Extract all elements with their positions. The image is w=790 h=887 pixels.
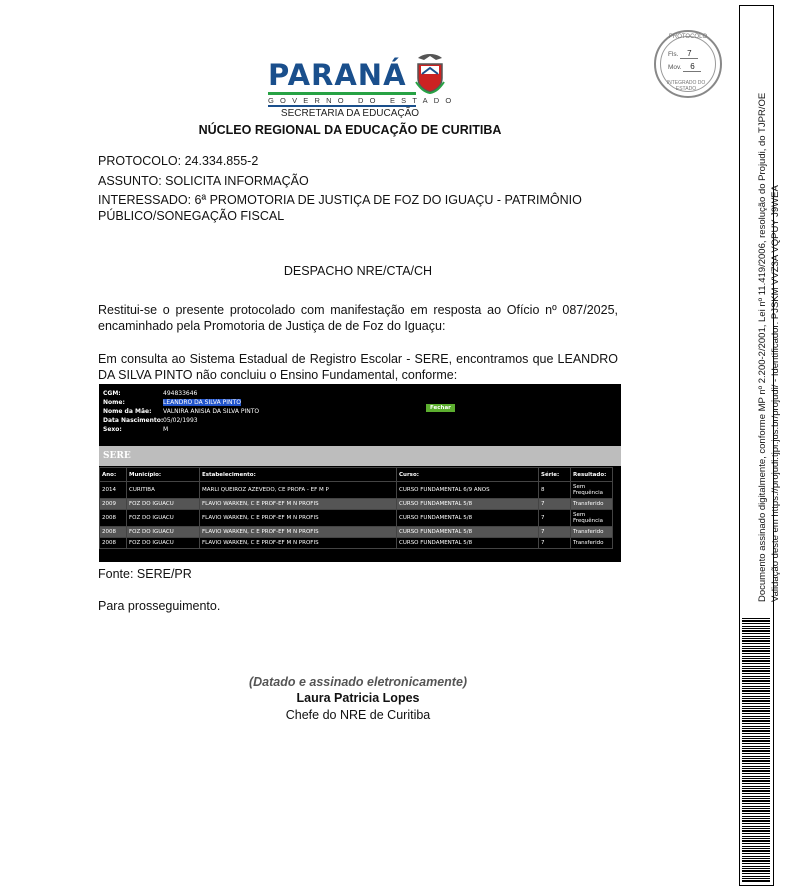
sere-mae-row: Nome da Mãe: VALNIRA ANISIA DA SILVA PINTO [103, 408, 260, 415]
parana-crest-icon [412, 52, 448, 94]
stamp-top-text: PROTOCOLO [668, 34, 708, 40]
col-municipio: Município: [127, 468, 200, 482]
table-row: 2014 CURITIBA MARLI QUEIROZ AZEVEDO, CE PROFA - EF M P CURSO FUNDAMENTAL 6/9 ANOS 8 Sem Frequência [100, 482, 613, 499]
signature-validation-text [756, 2, 782, 602]
fonte-line: Fonte: SERE/PR [98, 567, 192, 581]
secretaria-label: SECRETARIA DA EDUCAÇÃO [280, 108, 420, 119]
stamp-fls-value: 7 [680, 49, 698, 59]
col-serie: Série: [539, 468, 571, 482]
stamp-mov-label: Mov. [668, 64, 682, 71]
sere-mae: VALNIRA ANISIA DA SILVA PINTO [163, 408, 260, 415]
table-row: 2008 FOZ DO IGUACU FLAVIO WARKEN, C E PROF-EF M N PROFIS CURSO FUNDAMENTAL 5/8 7 Transferido [100, 527, 613, 538]
assunto-line: ASSUNTO: SOLICITA INFORMAÇÃO [98, 174, 309, 188]
table-row: 2009 FOZ DO IGUACU FLAVIO WARKEN, C E PROF-EF M N PROFIS CURSO FUNDAMENTAL 5/8 7 Transferido [100, 499, 613, 510]
sere-screenshot [99, 384, 621, 562]
signer-role: Chefe do NRE de Curitiba [285, 708, 431, 722]
sere-title-band [99, 446, 621, 466]
sere-title: SERE [103, 451, 131, 461]
sere-cgm-row: CGM: 494833646 [103, 390, 198, 397]
interessado-line-2: PÚBLICO/SONEGAÇÃO FISCAL [98, 209, 285, 223]
paragraph-consulta: Em consulta ao Sistema Estadual de Registro Escolar - SERE, encontramos que LEANDRO DA SILVA PINTO não concluiu o Ensino Fundamental, conforme: [98, 352, 618, 382]
col-ano: Ano: [100, 468, 127, 482]
stamp-bottom-text: INTEGRADO DO ESTADO [666, 80, 706, 92]
paragraph-restitui: Restitui-se o presente protocolado com manifestação em resposta ao Ofício nº 087/2025, encaminhado pela Promotoria de Justiça de de Foz do Iguaçu: [98, 303, 618, 333]
table-row: 2008 FOZ DO IGUACU FLAVIO WARKEN, C E PROF-EF M N PROFIS CURSO FUNDAMENTAL 5/8 7 Sem Frequência [100, 510, 613, 527]
table-row: 2008 FOZ DO IGUACU FLAVIO WARKEN, C E PROF-EF M N PROFIS CURSO FUNDAMENTAL 5/8 7 Transferido [100, 538, 613, 549]
nucleo-title: NÚCLEO REGIONAL DA EDUCAÇÃO DE CURITIBA [198, 123, 502, 137]
sere-sexo-row: Sexo: M [103, 426, 169, 433]
sere-history-table [99, 467, 613, 549]
despacho-title: DESPACHO NRE/CTA/CH [283, 264, 433, 278]
sere-sexo: M [163, 426, 169, 433]
interessado-line-1: INTERESSADO: 6ª PROMOTORIA DE JUSTIÇA DE FOZ DO IGUAÇU - PATRIMÔNIO [98, 193, 582, 207]
stamp-mov-value: 6 [683, 62, 701, 72]
barcode-icon [742, 618, 770, 882]
logo-green-line [268, 92, 416, 95]
sere-nome-row: Nome: LEANDRO DA SILVA PINTO [103, 399, 241, 406]
sere-cgm: 494833646 [163, 390, 198, 397]
signature-line-1: Documento assinado digitalmente, conforme MP nº 2.200-2/2001, Lei nº 11.419/2006, resolução do Projudi, do TJPR/OE [757, 92, 768, 602]
stamp-fls-label: Fls. [668, 51, 679, 58]
sere-table-header [100, 468, 613, 482]
parana-logo-word: PARANÁ [268, 58, 407, 92]
logo-subtitle: GOVERNO DO ESTADO [268, 96, 458, 105]
sere-nasc: 05/02/1993 [163, 417, 198, 424]
signer-name: Laura Patricia Lopes [296, 691, 420, 705]
col-curso: Curso: [397, 468, 539, 482]
signature-line-2: Validação deste em https://projudi.tjpr.jus.br/projudi/ - Identificador: PJSKM VVZ3A VQPUY J9WEA [770, 185, 781, 602]
sere-nasc-row: Data Nascimento: 05/02/1993 [103, 417, 198, 424]
sere-fechar-button[interactable]: Fechar [426, 404, 455, 412]
stamp-fls-row [668, 49, 698, 59]
sere-nome: LEANDRO DA SILVA PINTO [163, 399, 241, 406]
logo-blue-line [268, 105, 416, 107]
col-estabelecimento: Estabelecimento: [200, 468, 397, 482]
col-resultado: Resultado: [571, 468, 613, 482]
protocolo-line: PROTOCOLO: 24.334.855-2 [98, 154, 259, 168]
datado-line: (Datado e assinado eletronicamente) [248, 675, 468, 689]
prosseguimento-line: Para prosseguimento. [98, 599, 221, 613]
stamp-mov-row [668, 62, 701, 72]
